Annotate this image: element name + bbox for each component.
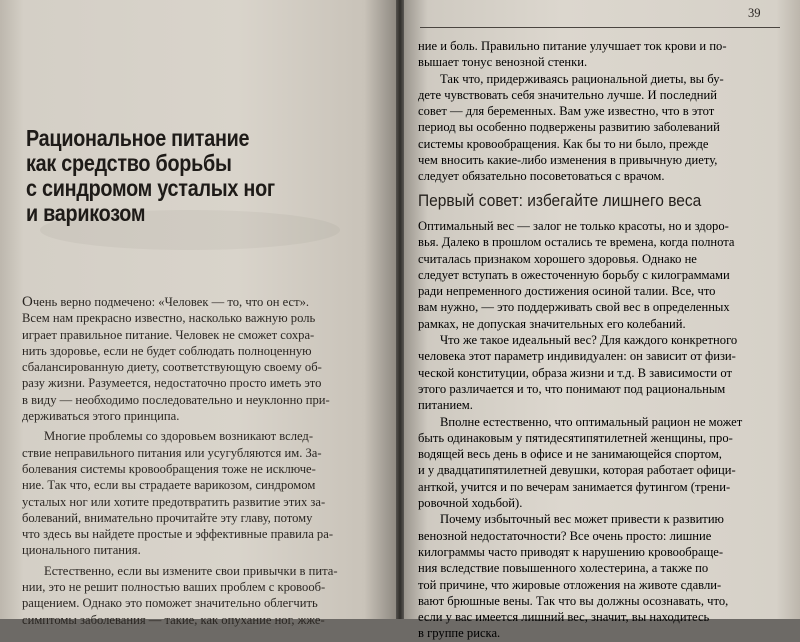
text-line: если у вас имеется лишний вес, значит, вы находитесь (418, 610, 710, 625)
text-line: держиваться этого принципа. (22, 409, 180, 424)
text-line: Очень верно подмечено: «Человек — то, что он ест». (22, 294, 310, 310)
text-line: Многие проблемы со здоровьем возникают вслед- (44, 429, 314, 444)
text-line: системы кровообращения. Как бы то ни было, прежде (418, 136, 709, 151)
text-line: венозной недостаточности? Все очень просто: лишние (418, 528, 712, 543)
header-rule (420, 27, 780, 28)
text-line: в группе риска. (418, 626, 501, 641)
text-line: в виду — необходимо последовательно и неуклонно при- (22, 392, 330, 407)
paragraph (22, 294, 380, 424)
paragraph (22, 428, 380, 558)
text-line: анткой, учится и по вечерам занимается футингом (трени- (418, 479, 731, 494)
text-line: Почему избыточный вес может привести к развитию (440, 512, 724, 527)
text-line: сбалансированную диету, соответствующую своему об- (22, 360, 322, 375)
text-line: быть одинаковым у пятидесятипятилетней женщины, про- (418, 430, 733, 445)
text-line: болеваний, внимательно прочитайте эту главу, потому (22, 510, 313, 525)
text-line: той причине, что жировые отложения на животе сдавли- (418, 577, 722, 592)
paragraph (22, 563, 380, 628)
paragraph (418, 71, 778, 185)
right-page-body-top (418, 38, 778, 185)
paragraph (418, 38, 778, 71)
text-line: что здесь вы найдете простые и эффективные правила ра- (22, 527, 334, 542)
text-line: Оптимальный вес — залог не только красоты, но и здоро- (418, 219, 729, 233)
page-number: 39 (748, 6, 761, 20)
text-line: играет правильное питание. Человек не сможет сохра- (22, 327, 315, 342)
text-line: ние. Так что, если вы страдаете варикозом, синдромом (22, 478, 316, 493)
text-line: следует обязательно посоветоваться с врачом. (418, 169, 665, 184)
text-line: период вы особенно подвержены развитию заболеваний (418, 120, 720, 135)
text-line: этого различается и то, что понимают под рациональным (418, 381, 726, 396)
initial-letter: О (22, 294, 33, 310)
text-line: дете чувствовать себя значительно лучше. И последний (418, 87, 717, 102)
text-line: ради непременного достижения осиной талии. Все, что (418, 284, 716, 299)
text-line: ние и боль. Правильно питание улучшает ток крови и по- (418, 39, 727, 53)
text-line: ческой конституции, образа жизни и т.д. В зависимости от (418, 365, 732, 380)
section-heading: Первый совет: избегайте лишнего веса (418, 192, 702, 210)
chapter-title-line: и варикозом (26, 200, 146, 226)
text-line: ствие неправильного питания или усугубляются им. За- (22, 445, 322, 460)
text-line: Что же такое идеальный вес? Для каждого конкретного (440, 333, 738, 348)
text-line: нии, это не решит полностью ваших проблем с кровооб- (22, 580, 326, 595)
left-page-body (22, 294, 380, 628)
paragraph (418, 332, 778, 413)
text-line: совет — для беременных. Вам уже известно, что в этот (418, 104, 715, 119)
book-gutter (396, 0, 404, 619)
text-line: следует вступать в ожесточенную борьбу с килограммами (418, 267, 730, 282)
text-line: килограммы часто приводят к нарушению кровообраще- (418, 544, 724, 559)
text-line: рамках, не допуская значительных его колебаний. (418, 316, 686, 331)
text-line: вам нужно, — это поддерживать свой вес в определенных (418, 300, 730, 315)
text-line: водящей весь день в офисе и не занимающейся спортом, (418, 447, 722, 462)
right-page-body-bottom (418, 218, 778, 642)
left-page (0, 0, 396, 627)
text-line: вышает тонус венозной стенки. (418, 55, 588, 70)
text-line: питанием. (418, 398, 473, 413)
text-line: ровочной ходьбой). (418, 496, 523, 511)
text-line: Вполне естественно, что оптимальный рацион не может (440, 414, 743, 429)
chapter-title-line: Рациональное питание (26, 125, 250, 151)
text-line: ращением. Однако это поможет значительно облегчить (22, 596, 318, 611)
text-line: Естественно, если вы измените свои привычки в пита- (44, 563, 338, 578)
text-line: ционального питания. (22, 543, 141, 558)
chapter-title (26, 126, 310, 226)
text-line: вают брюшные вены. Так что вы должны осознавать, что, (418, 593, 729, 608)
paragraph (418, 218, 778, 332)
text-line: нить здоровье, если не будет соблюдать полноценную (22, 343, 312, 358)
chapter-title-line: как средство борьбы (26, 150, 232, 176)
chapter-title-line: с синдромом усталых ног (26, 175, 275, 201)
text-line: вья. Далеко в прошлом остались те времена, когда полнота (418, 235, 735, 250)
paragraph (418, 414, 778, 512)
text-line: человека этот параметр индивидуален: он зависит от физи- (418, 349, 736, 364)
text-line: Всем нам прекрасно известно, насколько важную роль (22, 311, 316, 326)
text-line: разу жизни. Разумеется, недостаточно просто иметь это (22, 376, 322, 391)
text-line: ния вследствие повышенного холестерина, а также по (418, 561, 709, 576)
text-line: болевания системы кровообращения тоже не исключе- (22, 461, 316, 476)
text-line: симптомы заболевания — такие, как опухание ног, жже- (22, 612, 325, 627)
text-line: Так что, придерживаясь рациональной диеты, вы бу- (440, 71, 724, 86)
paragraph (418, 511, 778, 641)
text-line: считалась признаком хорошего здоровья. Однако не (418, 251, 697, 266)
text-line: чем вносить какие-либо изменения в привычную диету, (418, 153, 718, 168)
text-line: и у двадцатипятилетней девушки, которая работает офици- (418, 463, 736, 478)
text-line: усталых ног или хотите предотвратить развитие этих за- (22, 494, 326, 509)
